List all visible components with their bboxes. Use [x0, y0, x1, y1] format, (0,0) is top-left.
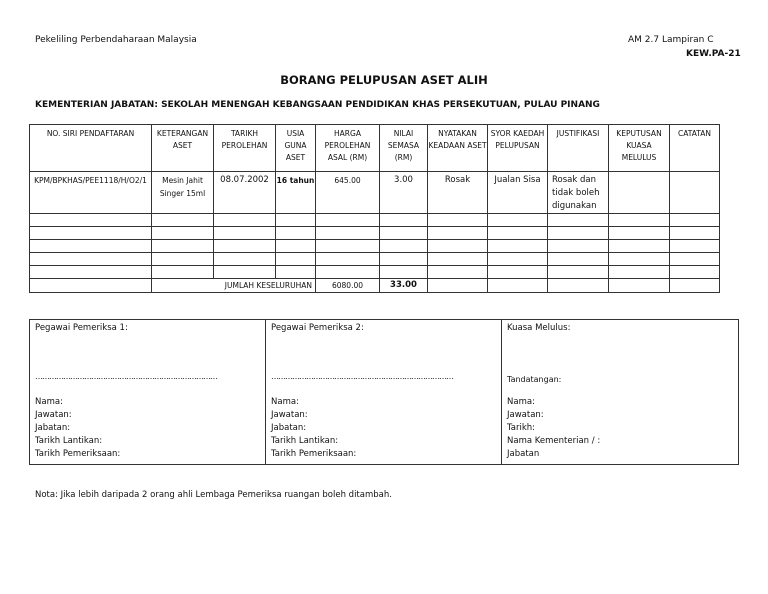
cell-no-siri: KPM/BPKHAS/PEE1118/H/O2/1: [30, 172, 152, 214]
total-row: [30, 279, 720, 293]
field-tarikh-lantikan: Tarikh Lantikan:: [271, 436, 339, 446]
signature-block-pemeriksa-1: [30, 320, 266, 465]
header-usia: USIA GUNA ASET: [276, 125, 316, 172]
header-keputusan: KEPUTUSAN KUASA MELULUS: [609, 125, 670, 172]
pemeriksa-2-title: Pegawai Pemeriksa 2:: [271, 323, 364, 333]
cell-keputusan: [609, 172, 670, 214]
ministry-line: KEMENTERIAN JABATAN: SEKOLAH MENENGAH KEBANGSAAN PENDIDIKAN KHAS PERSEKUTUAN, PULAU PINANG: [35, 100, 600, 110]
header-keadaan: NYATAKAN KEADAAN ASET: [428, 125, 488, 172]
signature-block-pemeriksa-2: [266, 320, 502, 465]
signature-line: ……………………………………………………………………: [271, 372, 453, 381]
total-label: JUMLAH KESELURUHAN: [152, 279, 316, 293]
cell-catatan: [670, 172, 720, 214]
table-row-empty: [30, 253, 720, 266]
field-jabatan-last: Jabatan: [507, 449, 540, 459]
field-tandatangan: Tandatangan:: [507, 375, 562, 384]
form-code: KEW.PA-21: [686, 49, 741, 59]
field-nama: Nama:: [271, 397, 299, 407]
header-justifikasi: JUSTIFIKASI: [548, 125, 609, 172]
cell-keterangan: Mesin Jahit Singer 15ml: [152, 172, 214, 214]
header-no-siri: NO. SIRI PENDAFTARAN: [30, 125, 152, 172]
header-catatan: CATATAN: [670, 125, 720, 172]
field-jawatan: Jawatan:: [271, 410, 308, 420]
field-jabatan: Jabatan:: [271, 423, 307, 433]
cell-nilai: 3.00: [380, 172, 428, 214]
header-tarikh: TARIKH PEROLEHAN: [214, 125, 276, 172]
header-nilai: NILAI SEMASA (RM): [380, 125, 428, 172]
total-harga: 6080.00: [316, 279, 380, 293]
signature-line: ……………………………………………………………………: [35, 372, 217, 381]
total-nilai: 33.00: [380, 279, 428, 293]
header-right-text: AM 2.7 Lampiran C: [628, 35, 714, 45]
pemeriksa-1-title: Pegawai Pemeriksa 1:: [35, 323, 128, 333]
kuasa-melulus-title: Kuasa Melulus:: [507, 323, 571, 333]
header-harga: HARGA PEROLEHAN ASAL (RM): [316, 125, 380, 172]
field-nama-kementerian: Nama Kementerian / :: [507, 436, 601, 446]
field-tarikh-pemeriksaan: Tarikh Pemeriksaan:: [271, 449, 357, 459]
cell-keadaan: Rosak: [428, 172, 488, 214]
page-title: BORANG PELUPUSAN ASET ALIH: [280, 73, 488, 87]
signature-block-kuasa-melulus: [502, 320, 739, 465]
cell-usia: 16 tahun: [276, 172, 316, 214]
table-header-row: [30, 125, 720, 172]
table-row-empty: [30, 214, 720, 227]
table-row-empty: [30, 266, 720, 279]
field-jawatan: Jawatan:: [507, 410, 544, 420]
field-jawatan: Jawatan:: [35, 410, 72, 420]
table-row-empty: [30, 227, 720, 240]
cell-justifikasi: Rosak dan tidak boleh digunakan: [548, 172, 609, 214]
field-tarikh-lantikan: Tarikh Lantikan:: [35, 436, 103, 446]
table-row-empty: [30, 240, 720, 253]
header-syor: SYOR KAEDAH PELUPUSAN: [488, 125, 548, 172]
header-left-text: Pekeliling Perbendaharaan Malaysia: [35, 35, 197, 45]
signature-table: [29, 319, 739, 465]
asset-table: [29, 124, 720, 293]
field-jabatan: Jabatan:: [35, 423, 71, 433]
field-tarikh: Tarikh:: [507, 423, 536, 433]
cell-tarikh: 08.07.2002: [214, 172, 276, 214]
header-keterangan: KETERANGAN ASET: [152, 125, 214, 172]
footnote: Nota: Jika lebih daripada 2 orang ahli Lembaga Pemeriksa ruangan boleh ditambah.: [35, 490, 392, 500]
cell-harga: 645.00: [316, 172, 380, 214]
cell-syor: Jualan Sisa: [488, 172, 548, 214]
field-tarikh-pemeriksaan: Tarikh Pemeriksaan:: [35, 449, 121, 459]
table-row: [30, 172, 720, 214]
field-nama: Nama:: [507, 397, 535, 407]
field-nama: Nama:: [35, 397, 63, 407]
